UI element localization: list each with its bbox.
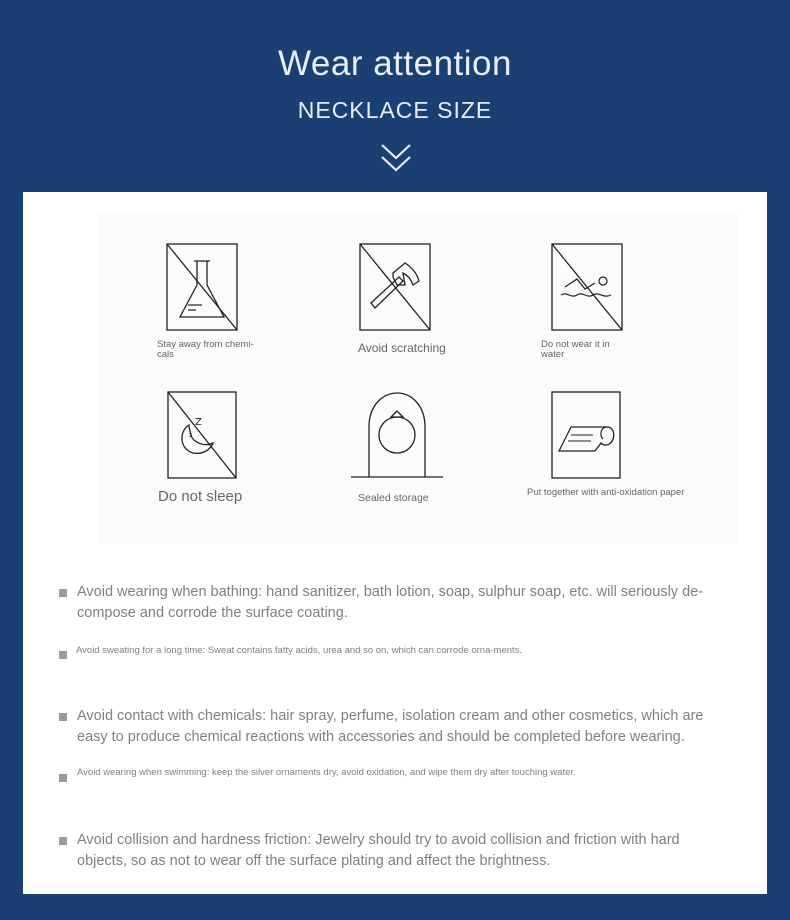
bullet-1	[59, 589, 67, 597]
icon-label-scratching: Avoid scratching	[358, 341, 446, 355]
no-swimming-icon	[551, 243, 623, 331]
note-chemicals: Avoid contact with chemicals: hair spray, perfume, isolation cream and other cosmetics, which are easy to produce chemical reactions with accessories and should be completed before wearing.	[77, 708, 704, 745]
note-swimming: Avoid wearing when swimming: keep the silver ornaments dry, avoid oxidation, and wipe them dry after touching water.	[77, 767, 576, 778]
bullet-2	[59, 651, 67, 659]
icon-label-water: Do not wear it in water	[541, 339, 610, 360]
icon-label-sleep: Do not sleep	[158, 488, 243, 505]
svg-text:Z: Z	[195, 417, 202, 428]
note-bathing: Avoid wearing when bathing: hand sanitizer, bath lotion, soap, sulphur soap, etc. will seriously de-compose and corrode the surface coating.	[77, 584, 704, 621]
icon-label-chemicals: Stay away from chemi-cals	[157, 339, 254, 360]
content-panel	[23, 192, 767, 894]
no-sleep-moon-icon	[167, 391, 239, 479]
no-scratching-hammer-icon	[359, 243, 431, 331]
bullet-4	[59, 774, 67, 782]
bullet-3	[59, 713, 67, 721]
note-sweating: Avoid sweating for a long time: Sweat contains fatty acids, urea and so on, which can corrode orna-ments.	[76, 645, 523, 656]
anti-oxidation-paper-icon	[551, 391, 623, 479]
note-collision: Avoid collision and hardness friction: Jewelry should try to avoid collision and friction with hard objects, so as not to wear off the surface plating and affect the brightness.	[77, 832, 680, 869]
bullet-5	[59, 837, 67, 845]
sealed-storage-bag-icon	[349, 391, 445, 481]
no-chemicals-flask-icon	[166, 243, 238, 331]
icon-label-paper: Put together with anti-oxidation paper	[527, 487, 685, 498]
page-title: Wear attention	[278, 44, 512, 83]
page-subtitle: NECKLACE SIZE	[297, 97, 493, 123]
double-chevron-down-icon	[380, 142, 412, 174]
icon-label-storage: Sealed storage	[358, 492, 429, 504]
svg-text:z: z	[189, 432, 193, 439]
